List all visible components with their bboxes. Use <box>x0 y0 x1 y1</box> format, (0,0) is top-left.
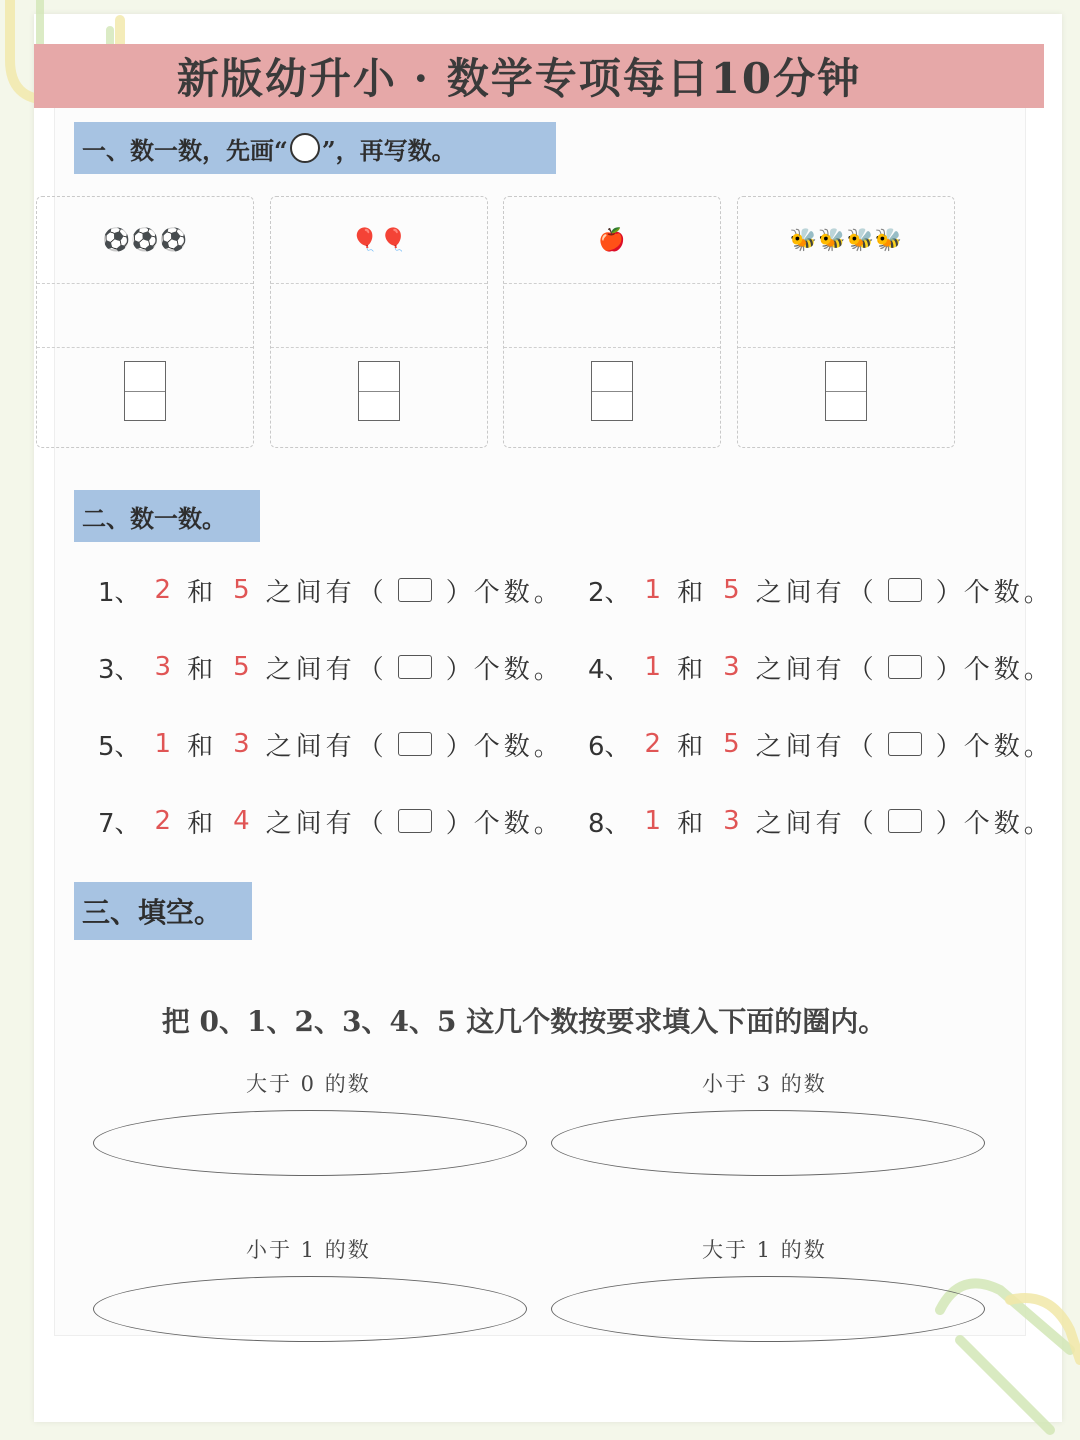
picture-row <box>37 197 253 284</box>
section3-instruction: 把 0、1、2、3、4、5 这几个数按要求填入下面的圈内。 <box>161 1005 887 1038</box>
answer-box[interactable] <box>888 732 922 756</box>
question-number: 4、 <box>588 654 631 685</box>
balloon-icon: 🎈 <box>351 227 379 253</box>
answer-box[interactable] <box>888 578 922 602</box>
word-tail: 个数。 <box>963 731 1054 762</box>
paren-open: （ <box>357 654 384 685</box>
second-number: 3 <box>723 652 740 682</box>
word-between: 之间有 <box>755 808 846 839</box>
first-number: 3 <box>154 652 172 682</box>
count-card-soccer-ball <box>36 196 254 448</box>
question-8 <box>588 801 1056 841</box>
answer-box[interactable] <box>398 655 432 679</box>
paren-close: ） <box>445 731 472 762</box>
title-banner <box>34 44 1044 108</box>
word-tail: 个数。 <box>963 654 1054 685</box>
soccer-ball-icon: ⚽ <box>102 227 131 253</box>
question-2 <box>588 570 1056 610</box>
second-number: 3 <box>723 806 740 836</box>
word-between: 之间有 <box>265 654 356 685</box>
question-number: 1、 <box>98 577 141 608</box>
word-and: 和 <box>677 808 708 839</box>
word-and: 和 <box>187 654 218 685</box>
oval-label: 大于 1 的数 <box>702 1238 827 1262</box>
draw-circle-area[interactable] <box>738 283 954 348</box>
question-number: 5、 <box>98 731 141 762</box>
word-tail: 个数。 <box>473 731 564 762</box>
draw-circle-area[interactable] <box>504 283 720 348</box>
paren-close: ） <box>445 654 472 685</box>
paren-close: ） <box>445 577 472 608</box>
question-number: 3、 <box>98 654 141 685</box>
balloon-icon: 🎈 <box>379 227 407 253</box>
count-card-apple <box>503 196 721 448</box>
second-number: 5 <box>233 575 250 605</box>
section1-heading-prefix: 一、数一数，先画“ <box>82 135 288 165</box>
second-number: 5 <box>723 575 740 605</box>
picture-group <box>103 228 187 253</box>
word-between: 之间有 <box>265 577 356 608</box>
paren-close: ） <box>935 577 962 608</box>
word-and: 和 <box>677 731 708 762</box>
answer-box[interactable] <box>398 809 432 833</box>
first-number: 1 <box>644 806 662 836</box>
oval-label: 大于 0 的数 <box>246 1072 371 1096</box>
count-card-balloon <box>270 196 488 448</box>
word-between: 之间有 <box>265 731 356 762</box>
paren-close: ） <box>935 731 962 762</box>
question-number: 8、 <box>588 808 631 839</box>
picture-group <box>351 228 407 253</box>
section3-heading <box>74 882 252 940</box>
question-6 <box>588 724 1056 764</box>
section1-heading-suffix: ”，再写数。 <box>321 135 456 165</box>
second-number: 3 <box>233 729 250 759</box>
first-number: 1 <box>154 729 172 759</box>
bee-icon: 🐝 <box>846 227 874 253</box>
word-tail: 个数。 <box>473 577 564 608</box>
bee-icon: 🐝 <box>789 227 818 253</box>
answer-box[interactable] <box>398 732 432 756</box>
word-tail: 个数。 <box>473 654 564 685</box>
second-number: 4 <box>233 806 250 836</box>
write-number-box[interactable] <box>358 361 400 421</box>
paren-open: （ <box>357 808 384 839</box>
section2-heading-text: 二、数一数。 <box>82 503 226 533</box>
question-number: 6、 <box>588 731 631 762</box>
word-between: 之间有 <box>755 731 846 762</box>
paren-close: ） <box>935 654 962 685</box>
answer-box[interactable] <box>888 655 922 679</box>
word-between: 之间有 <box>755 577 846 608</box>
paren-open: （ <box>847 577 874 608</box>
question-7 <box>98 801 566 841</box>
word-and: 和 <box>677 577 708 608</box>
write-number-box[interactable] <box>124 361 166 421</box>
word-and: 和 <box>187 577 218 608</box>
word-and: 和 <box>677 654 708 685</box>
draw-circle-area[interactable] <box>37 283 253 348</box>
paren-close: ） <box>935 808 962 839</box>
picture-row <box>504 197 720 284</box>
soccer-ball-icon: ⚽ <box>131 227 159 253</box>
question-number: 7、 <box>98 808 141 839</box>
first-number: 1 <box>644 652 662 682</box>
draw-circle-area[interactable] <box>271 283 487 348</box>
picture-group <box>790 228 903 253</box>
apple-icon: 🍎 <box>598 227 626 253</box>
paren-open: （ <box>847 654 874 685</box>
section3-heading-text: 三、填空。 <box>82 896 223 929</box>
question-4 <box>588 647 1056 687</box>
circle-icon <box>290 133 320 163</box>
word-between: 之间有 <box>265 808 356 839</box>
first-number: 2 <box>154 575 172 605</box>
paren-open: （ <box>357 577 384 608</box>
paren-open: （ <box>847 731 874 762</box>
write-number-box[interactable] <box>825 361 867 421</box>
picture-row <box>271 197 487 284</box>
word-and: 和 <box>187 808 218 839</box>
first-number: 2 <box>154 806 172 836</box>
second-number: 5 <box>723 729 740 759</box>
soccer-ball-icon: ⚽ <box>159 227 188 253</box>
word-tail: 个数。 <box>473 808 564 839</box>
question-3 <box>98 647 566 687</box>
section2-heading <box>74 490 260 542</box>
paren-open: （ <box>357 731 384 762</box>
word-tail: 个数。 <box>963 808 1054 839</box>
paren-open: （ <box>847 808 874 839</box>
question-number: 2、 <box>588 577 631 608</box>
question-1 <box>98 570 566 610</box>
bee-icon: 🐝 <box>874 227 903 253</box>
page-title: 新版幼升小 · 数学专项每日10分钟 <box>176 54 862 103</box>
bee-icon: 🐝 <box>818 227 846 253</box>
count-card-bee <box>737 196 955 448</box>
answer-oval[interactable] <box>551 1276 985 1342</box>
section1-heading <box>74 122 556 174</box>
paren-close: ） <box>445 808 472 839</box>
word-and: 和 <box>187 731 218 762</box>
word-between: 之间有 <box>755 654 846 685</box>
second-number: 5 <box>233 652 250 682</box>
answer-oval[interactable] <box>93 1110 527 1176</box>
word-tail: 个数。 <box>963 577 1054 608</box>
picture-row <box>738 197 954 284</box>
first-number: 1 <box>644 575 662 605</box>
answer-oval[interactable] <box>93 1276 527 1342</box>
write-number-box[interactable] <box>591 361 633 421</box>
answer-oval[interactable] <box>551 1110 985 1176</box>
question-5 <box>98 724 566 764</box>
answer-box[interactable] <box>398 578 432 602</box>
answer-box[interactable] <box>888 809 922 833</box>
first-number: 2 <box>644 729 662 759</box>
oval-label: 小于 1 的数 <box>246 1238 371 1262</box>
picture-group <box>598 228 625 253</box>
oval-label: 小于 3 的数 <box>702 1072 827 1096</box>
